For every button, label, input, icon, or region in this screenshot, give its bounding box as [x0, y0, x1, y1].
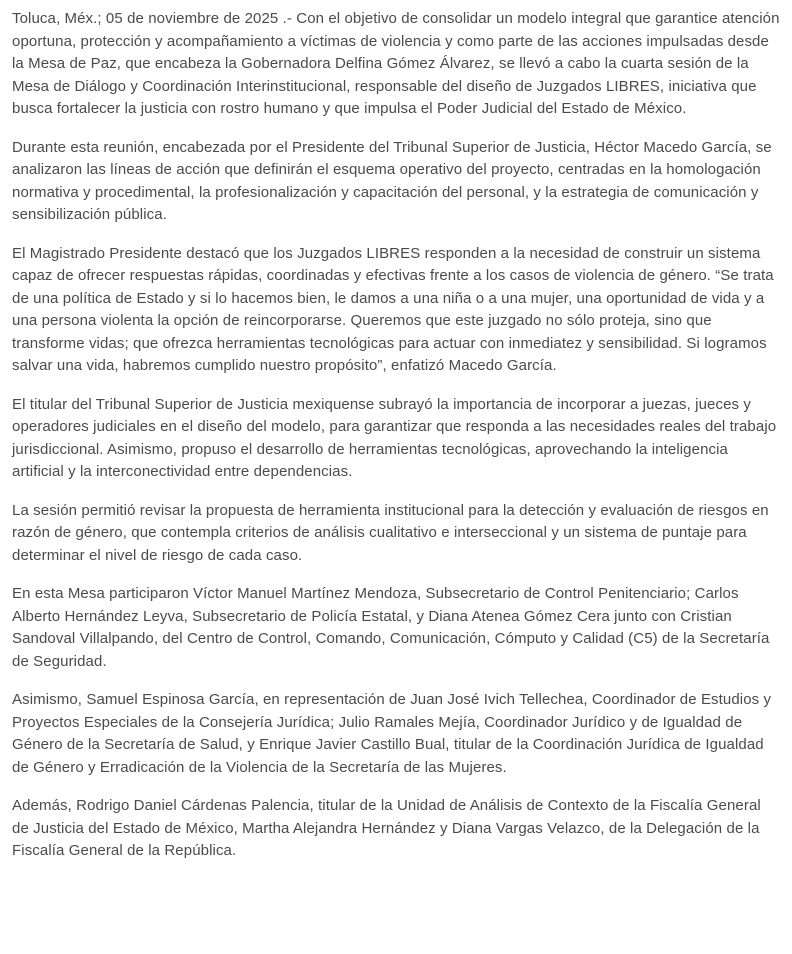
paragraph-participants-fiscalia: Además, Rodrigo Daniel Cárdenas Palencia, titular de la Unidad de Análisis de Contexto de la Fiscalía General de Justicia del Estado de México, Martha Alejandra Hernández y Diana Vargas Velazco, de la Delegación de la Fiscalía General de la República.: [12, 797, 761, 859]
paragraph-dateline-lead: Toluca, Méx.; 05 de noviembre de 2025 .- Con el objetivo de consolidar un modelo integral que garantice atención oportuna, protección y acompañamiento a víctimas de violencia y como parte de las acciones impulsadas desde la Mesa de Paz, que encabeza la Gobernadora Delfina Gómez Álvarez, se llevó a cabo la cuarta sesión de la Mesa de Diálogo y Coordinación Interinstitucional, responsable del diseño de Juzgados LIBRES, iniciativa que busca fortalecer la justicia con rostro humano y que impulsa el Poder Judicial del Estado de México.: [12, 10, 780, 117]
paragraph-judicial-design: El titular del Tribunal Superior de Justicia mexiquense subrayó la importancia de incorporar a juezas, jueces y operadores judiciales en el diseño del modelo, para garantizar que responda a las necesidades reales del trabajo jurisdiccional. Asimismo, propuso el desarrollo de herramientas tecnológicas, aprovechando la inteligencia artificial y la interconectividad entre dependencias.: [12, 395, 777, 480]
paragraph-participants-security: En esta Mesa participaron Víctor Manuel Martínez Mendoza, Subsecretario de Control Penitenciario; Carlos Alberto Hernández Leyva, Subsecretario de Policía Estatal, y Diana Atenea Gómez Cera junto con Cristian Sandoval Villalpando, del Centro de Control, Comando, Comunicación, Cómputo y Calidad (C5) de la Secretaría de Seguridad.: [12, 585, 770, 670]
paragraph-president-quote: El Magistrado Presidente destacó que los Juzgados LIBRES responden a la necesidad de construir un sistema capaz de ofrecer respuestas rápidas, coordinadas y efectivas frente a los casos de violencia de género. “Se trata de una política de Estado y si lo hacemos bien, le damos a una niña o a una mujer, una oportunidad de vida y a una persona violenta la opción de reincorporarse. Queremos que este juzgado no sólo proteja, sino que transforme vidas; que ofrezca herramientas tecnológicas para actuar con inmediatez y sensibilidad. Si logramos salvar una vida, habremos cumplido nuestro propósito”, enfatizó Macedo García.: [12, 244, 774, 374]
paragraph-participants-legal: Asimismo, Samuel Espinosa García, en representación de Juan José Ivich Tellechea, Coordinador de Estudios y Proyectos Especiales de la Consejería Jurídica; Julio Ramales Mejía, Coordinador Jurídico y de Igualdad de Género de la Secretaría de Salud, y Enrique Javier Castillo Bual, titular de la Coordinación Jurídica de Igualdad de Género y Erradicación de la Violencia de la Secretaría de las Mujeres.: [12, 691, 772, 776]
paragraph-meeting-overview: Durante esta reunión, encabezada por el Presidente del Tribunal Superior de Justicia, Héctor Macedo García, se analizaron las líneas de acción que definirán el esquema operativo del proyecto, centradas en la homologación normativa y procedimental, la profesionalización y capacitación del personal, y la estrategia de comunicación y sensibilización pública.: [12, 138, 772, 223]
paragraph-risk-tool: La sesión permitió revisar la propuesta de herramienta institucional para la detección y evaluación de riesgos en razón de género, que contempla criterios de análisis cualitativo e interseccional y un sistema de puntaje para determinar el nivel de riesgo de cada caso.: [12, 501, 769, 564]
